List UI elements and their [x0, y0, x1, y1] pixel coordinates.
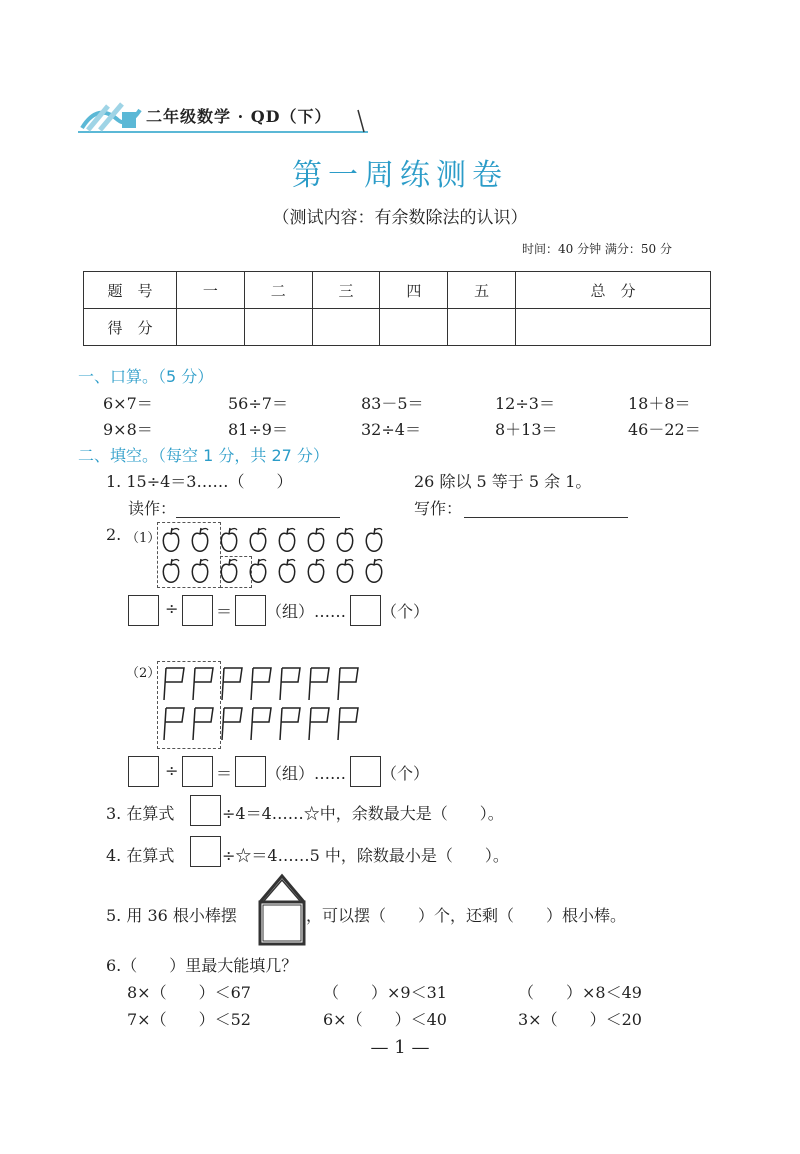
answer-box[interactable] — [128, 756, 159, 787]
apple-icon — [192, 528, 208, 551]
q2-part2-label: （2） — [126, 666, 161, 681]
apple-icon — [366, 528, 382, 551]
calc-item: 6×7＝ — [103, 394, 153, 413]
answer-box[interactable] — [182, 756, 213, 787]
page-subtitle: （测试内容：有余数除法的认识） — [272, 208, 528, 228]
apple-icon — [308, 528, 324, 551]
score-input[interactable] — [312, 309, 380, 346]
calc-item: 56÷7＝ — [228, 394, 288, 413]
eq-sign: ＝ — [216, 764, 233, 783]
flag-icon — [309, 668, 329, 700]
time-info: 时间：40 分钟 满分：50 分 — [522, 242, 672, 256]
flag-icon — [280, 668, 300, 700]
answer-box[interactable] — [128, 595, 159, 626]
apple-icon — [250, 528, 266, 551]
apple-icon — [337, 528, 353, 551]
q1-read-label: 读作： — [128, 499, 177, 518]
score-input[interactable] — [516, 309, 711, 346]
apple-icon — [308, 559, 324, 582]
calc-item: 18＋8＝ — [628, 394, 691, 413]
q2-number: 2. — [106, 525, 122, 544]
q1-write-label: 写作： — [414, 499, 463, 518]
section2-heading: 二、填空。（每空 1 分，共 27 分） — [78, 446, 329, 465]
flag-icon — [193, 668, 213, 700]
apple-icon — [337, 559, 353, 582]
q6-item: （ ）×9＜31 — [323, 983, 447, 1002]
score-cell: 五 — [448, 272, 516, 309]
eq-sign: ＝ — [216, 602, 233, 621]
flag-icon — [251, 668, 271, 700]
score-cell: 一 — [177, 272, 245, 309]
score-cell: 题 号 — [84, 272, 177, 309]
unit-label: （个） — [381, 602, 430, 621]
calc-item: 12÷3＝ — [495, 394, 555, 413]
score-cell: 总 分 — [516, 272, 711, 309]
section1-heading: 一、口算。（5 分） — [78, 367, 214, 386]
apple-icon — [192, 559, 208, 582]
apple-icon — [221, 528, 237, 551]
q1-right: 26 除以 5 等于 5 余 1。 — [414, 472, 592, 491]
q2-part1-label: （1） — [126, 531, 161, 546]
score-input-row — [84, 309, 711, 346]
flag-icon — [338, 708, 358, 740]
q6-item: 3×（ ）＜20 — [518, 1010, 642, 1029]
flag-icon — [309, 708, 329, 740]
q6-heading: 6.（ ）里最大能填几？ — [106, 956, 298, 975]
q6-item: （ ）×8＜49 — [518, 983, 642, 1002]
answer-box[interactable] — [350, 595, 381, 626]
flag-icon — [222, 708, 242, 740]
stick-house-icon — [256, 872, 308, 948]
apple-icon — [221, 559, 237, 582]
page-title: 第一周练测卷 — [292, 158, 508, 193]
calc-item: 9×8＝ — [103, 420, 153, 439]
score-input[interactable] — [448, 309, 516, 346]
score-table — [83, 271, 711, 346]
q4-post: ÷☆＝4……5 中，除数最小是（ ）。 — [222, 846, 509, 865]
q4-pre: 4. 在算式 — [106, 846, 175, 865]
answer-box[interactable] — [190, 836, 221, 867]
flag-icon — [164, 668, 184, 700]
flag-icon — [193, 708, 213, 740]
flag-icon — [251, 708, 271, 740]
banner-label: 二年级数学 · QD（下） — [146, 107, 332, 126]
flag-icon — [222, 668, 242, 700]
q3-pre: 3. 在算式 — [106, 804, 175, 823]
score-input[interactable] — [380, 309, 448, 346]
flags-illustration — [160, 664, 380, 744]
q5-pre: 5. 用 36 根小棒摆 — [106, 906, 237, 925]
unit-label: （个） — [381, 764, 430, 783]
group-label: （组）…… — [266, 764, 347, 783]
group-label: （组）…… — [266, 602, 347, 621]
score-cell: 二 — [244, 272, 312, 309]
flag-icon — [164, 708, 184, 740]
div-sign: ÷ — [165, 599, 179, 618]
apples-illustration — [160, 527, 400, 587]
answer-box[interactable] — [350, 756, 381, 787]
apple-icon — [250, 559, 266, 582]
score-cell: 三 — [312, 272, 380, 309]
page-number: — 1 — — [370, 1037, 430, 1058]
apple-icon — [163, 528, 179, 551]
apple-icon — [279, 528, 295, 551]
calc-item: 83－5＝ — [361, 394, 424, 413]
q3-post: ÷4＝4……☆中，余数最大是（ ）。 — [222, 804, 504, 823]
answer-box[interactable] — [235, 756, 266, 787]
score-cell: 得 分 — [84, 309, 177, 346]
q1-read-answer-line[interactable] — [176, 516, 340, 518]
apple-icon — [279, 559, 295, 582]
q6-item: 8×（ ）＜67 — [127, 983, 251, 1002]
q5-post: ，可以摆（ ）个，还剩（ ）根小棒。 — [306, 906, 627, 925]
calc-item: 81÷9＝ — [228, 420, 288, 439]
q1-write-answer-line[interactable] — [464, 516, 628, 518]
flag-icon — [280, 708, 300, 740]
score-cell: 四 — [380, 272, 448, 309]
calc-item: 46－22＝ — [628, 420, 701, 439]
q6-item: 7×（ ）＜52 — [127, 1010, 251, 1029]
score-header-row — [84, 272, 711, 309]
answer-box[interactable] — [182, 595, 213, 626]
q1-left: 1. 15÷4＝3……（ ） — [106, 472, 293, 491]
q6-item: 6×（ ）＜40 — [323, 1010, 447, 1029]
flag-icon — [338, 668, 358, 700]
apple-icon — [366, 559, 382, 582]
score-input[interactable] — [244, 309, 312, 346]
calc-item: 8＋13＝ — [495, 420, 558, 439]
answer-box[interactable] — [190, 795, 221, 826]
div-sign: ÷ — [165, 761, 179, 780]
calc-item: 32÷4＝ — [361, 420, 421, 439]
answer-box[interactable] — [235, 595, 266, 626]
score-input[interactable] — [177, 309, 245, 346]
apple-icon — [163, 559, 179, 582]
